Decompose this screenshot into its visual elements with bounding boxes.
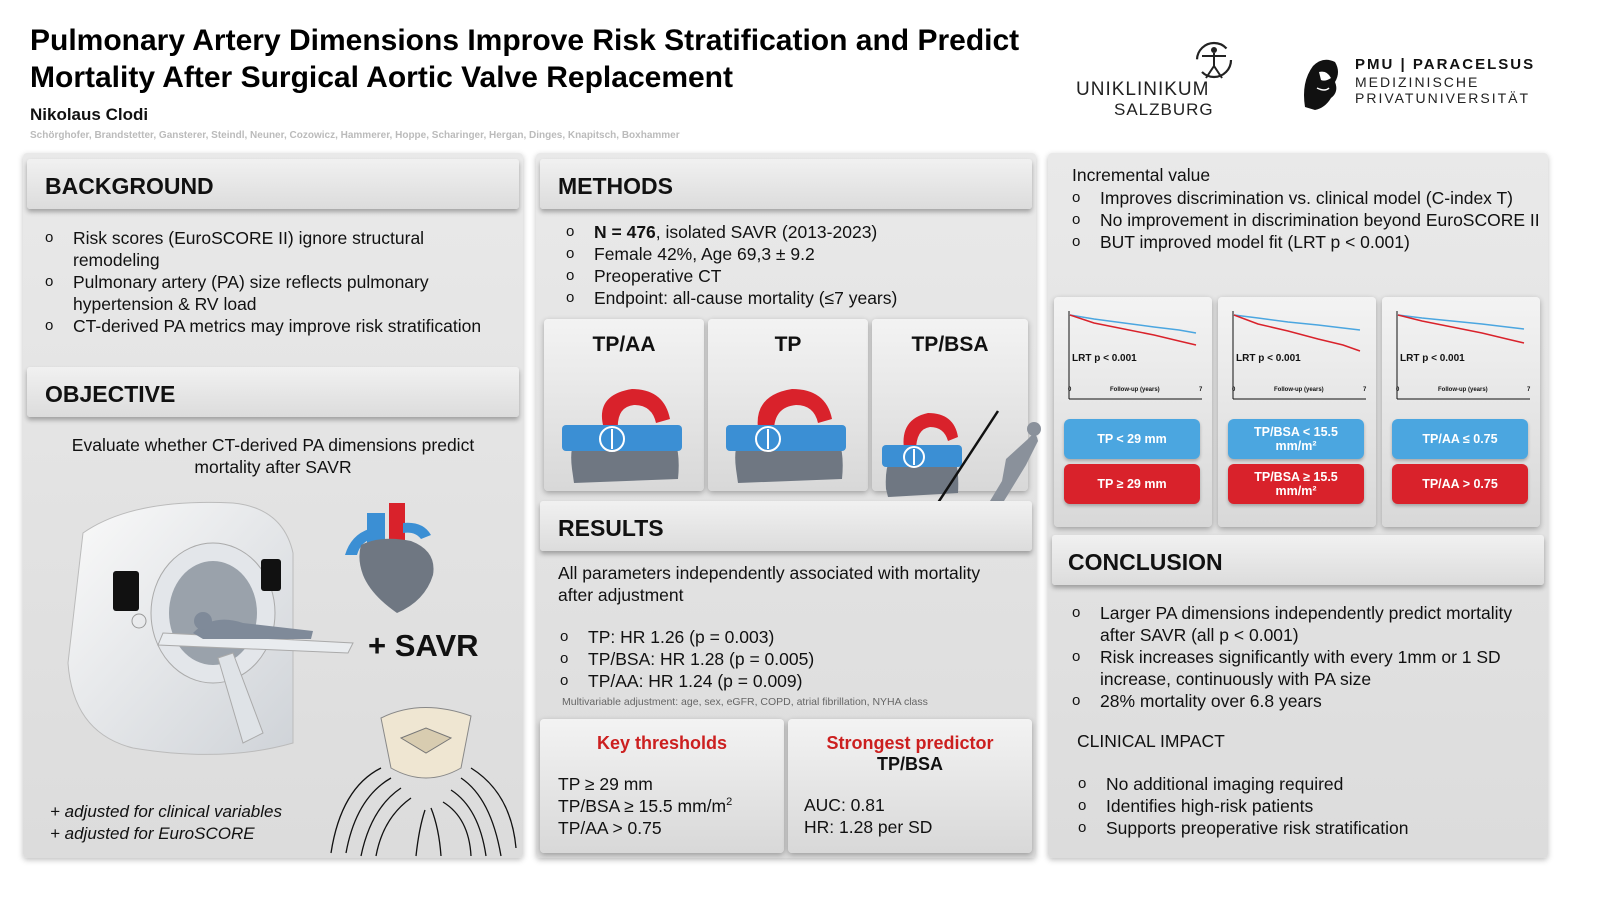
incremental-bullet: o Improves discrimination vs. clinical model (C-index T)	[1070, 187, 1540, 209]
methods-list	[564, 221, 1024, 309]
incremental-bullet: o No improvement in discrimination beyond EuroSCORE II	[1070, 209, 1540, 231]
results-bullet: o TP/AA: HR 1.24 (p = 0.009)	[558, 670, 1018, 692]
km-x-end: 7	[1527, 387, 1531, 393]
results-list	[558, 626, 1018, 692]
conclusion-bullet: o 28% mortality over 6.8 years	[1070, 690, 1540, 712]
methods-bullet	[564, 221, 1024, 243]
km-card-tp-bsa	[1218, 297, 1376, 527]
coauthor-list: Schörghofer, Brandstetter, Gansterer, Steindl, Neuner, Cozowicz, Hammerer, Hoppe, Scharinger, Hergan, Dinges, Knapitsch, Boxhammer	[30, 130, 680, 141]
km-x-start: 0	[1396, 387, 1400, 393]
results-intro: All parameters independently associated with mortality after adjustment	[558, 563, 981, 605]
background-bullet: o Risk scores (EuroSCORE II) ignore structural remodeling	[43, 227, 513, 271]
pa-body-illustration	[878, 369, 1048, 509]
right-panel	[1048, 153, 1548, 858]
conclusion-bullet: o Risk increases significantly with every 1mm or 1 SD increase, continuously with PA size	[1070, 646, 1540, 690]
tile-label: TP/BSA	[911, 333, 989, 356]
left-panel	[23, 153, 523, 858]
adjusted-euroscore-note: + adjusted for EuroSCORE	[50, 824, 255, 843]
impact-bullet: o Supports preoperative risk stratification	[1076, 817, 1536, 839]
km-group-low: TP < 29 mm	[1064, 419, 1200, 459]
uniklinikum-text: UNIKLINIKUM	[1076, 79, 1210, 100]
background-bullet: o Pulmonary artery (PA) size reflects pulmonary hypertension & RV load	[43, 271, 513, 315]
km-x-label: Follow-up (years)	[1274, 387, 1324, 393]
adjustment-note: Multivariable adjustment: age, sex, eGFR, COPD, atrial fibrillation, NYHA class	[562, 696, 928, 708]
pa-aorta-illustration	[554, 379, 694, 489]
pmu-line2: MEDIZINISCHE	[1355, 74, 1480, 90]
tile-tp	[708, 319, 868, 491]
incremental-heading: Incremental value	[1072, 165, 1211, 185]
km-x-end: 7	[1363, 387, 1367, 393]
heart-illustration	[341, 495, 451, 615]
poster-title: Pulmonary Artery Dimensions Improve Risk Stratification and Predict Mortality After Surgical Aortic Valve Replacement	[30, 24, 1020, 94]
paracelsus-portrait-icon	[1295, 52, 1345, 114]
objective-text: Evaluate whether CT-derived PA dimensions predict mortality after SAVR	[71, 435, 475, 477]
savr-label: + SAVR	[368, 628, 479, 663]
hr-line: HR: 1.28 per SD	[804, 817, 933, 837]
background-heading: BACKGROUND	[27, 159, 519, 209]
impact-bullet: o Identifies high-risk patients	[1076, 795, 1536, 817]
key-thresholds-card	[540, 719, 784, 853]
sample-size: N = 476	[594, 222, 656, 242]
km-group-low: TP/AA ≤ 0.75	[1392, 419, 1528, 459]
uniklinikum-logo	[1076, 40, 1251, 120]
km-group-high: TP/BSA ≥ 15.5 mm/m²	[1228, 464, 1364, 504]
threshold-line-bsa	[558, 796, 732, 817]
km-x-label: Follow-up (years)	[1438, 387, 1488, 393]
results-bullet: o TP/BSA: HR 1.28 (p = 0.005)	[558, 648, 1018, 670]
pa-aorta-illustration	[718, 379, 858, 489]
background-bullet: o CT-derived PA metrics may improve risk stratification	[43, 315, 513, 337]
km-group-low: TP/BSA < 15.5 mm/m²	[1228, 419, 1364, 459]
km-card-tp	[1054, 297, 1212, 527]
threshold-bsa-text: TP/BSA ≥ 15.5 mm/m	[558, 796, 727, 816]
tile-label: TP	[774, 333, 802, 356]
auc-line: AUC: 0.81	[804, 795, 885, 815]
km-group-high: TP/AA > 0.75	[1392, 464, 1528, 504]
conclusion-bullet: o Larger PA dimensions independently predict mortality after SAVR (all p < 0.001)	[1070, 602, 1540, 646]
results-bullet: o TP: HR 1.26 (p = 0.003)	[558, 626, 1018, 648]
strongest-subheading: TP/BSA	[876, 754, 943, 774]
clinical-impact-list	[1076, 773, 1536, 839]
middle-panel	[536, 153, 1036, 858]
km-card-tp-aa	[1382, 297, 1540, 527]
background-list	[43, 227, 513, 337]
km-lrt-label: LRT p < 0.001	[1236, 353, 1301, 364]
objective-heading: OBJECTIVE	[27, 367, 519, 417]
impact-bullet: o No additional imaging required	[1076, 773, 1536, 795]
tile-tp-bsa	[872, 319, 1028, 491]
vitruvian-icon	[1184, 40, 1244, 84]
adjusted-clinical-note: + adjusted for clinical variables	[50, 802, 282, 821]
km-x-start: 0	[1232, 387, 1236, 393]
results-heading: RESULTS	[540, 501, 1032, 551]
cohort-description: , isolated SAVR (2013-2023)	[655, 222, 878, 242]
methods-bullet: o Female 42%, Age 69,3 ± 9.2	[564, 243, 1024, 265]
km-group-high: TP ≥ 29 mm	[1064, 464, 1200, 504]
incremental-list	[1070, 187, 1540, 253]
pmu-line3: PRIVATUNIVERSITÄT	[1355, 90, 1531, 106]
km-lrt-label: LRT p < 0.001	[1400, 353, 1465, 364]
tile-label: TP/AA	[592, 333, 656, 356]
km-x-label: Follow-up (years)	[1110, 387, 1160, 393]
methods-heading: METHODS	[540, 159, 1032, 209]
km-x-end: 7	[1199, 387, 1203, 393]
clinical-impact-heading: CLINICAL IMPACT	[1077, 731, 1225, 751]
methods-bullet: o Preoperative CT	[564, 265, 1024, 287]
strongest-heading: Strongest predictor	[826, 733, 994, 753]
salzburg-text: SALZBURG	[1114, 100, 1214, 119]
conclusion-list	[1070, 602, 1540, 712]
methods-bullet: o Endpoint: all-cause mortality (≤7 years)	[564, 287, 1024, 309]
presenter-name: Nikolaus Clodi	[30, 105, 149, 124]
threshold-line: TP ≥ 29 mm	[558, 774, 653, 794]
km-x-start: 0	[1068, 387, 1072, 393]
incremental-bullet: o BUT improved model fit (LRT p < 0.001)	[1070, 231, 1540, 253]
pmu-logo	[1295, 48, 1555, 118]
poster-header	[0, 0, 1600, 150]
km-lrt-label: LRT p < 0.001	[1072, 353, 1137, 364]
conclusion-heading: CONCLUSION	[1052, 535, 1544, 585]
key-thresholds-heading: Key thresholds	[596, 733, 728, 753]
threshold-bsa-sup: 2	[726, 796, 733, 809]
strongest-predictor-card	[788, 719, 1032, 853]
threshold-line: TP/AA > 0.75	[558, 818, 662, 838]
tile-tp-aa	[544, 319, 704, 491]
pmu-line1: PMU | PARACELSUS	[1355, 56, 1536, 73]
aortic-valve-illustration	[321, 698, 521, 858]
